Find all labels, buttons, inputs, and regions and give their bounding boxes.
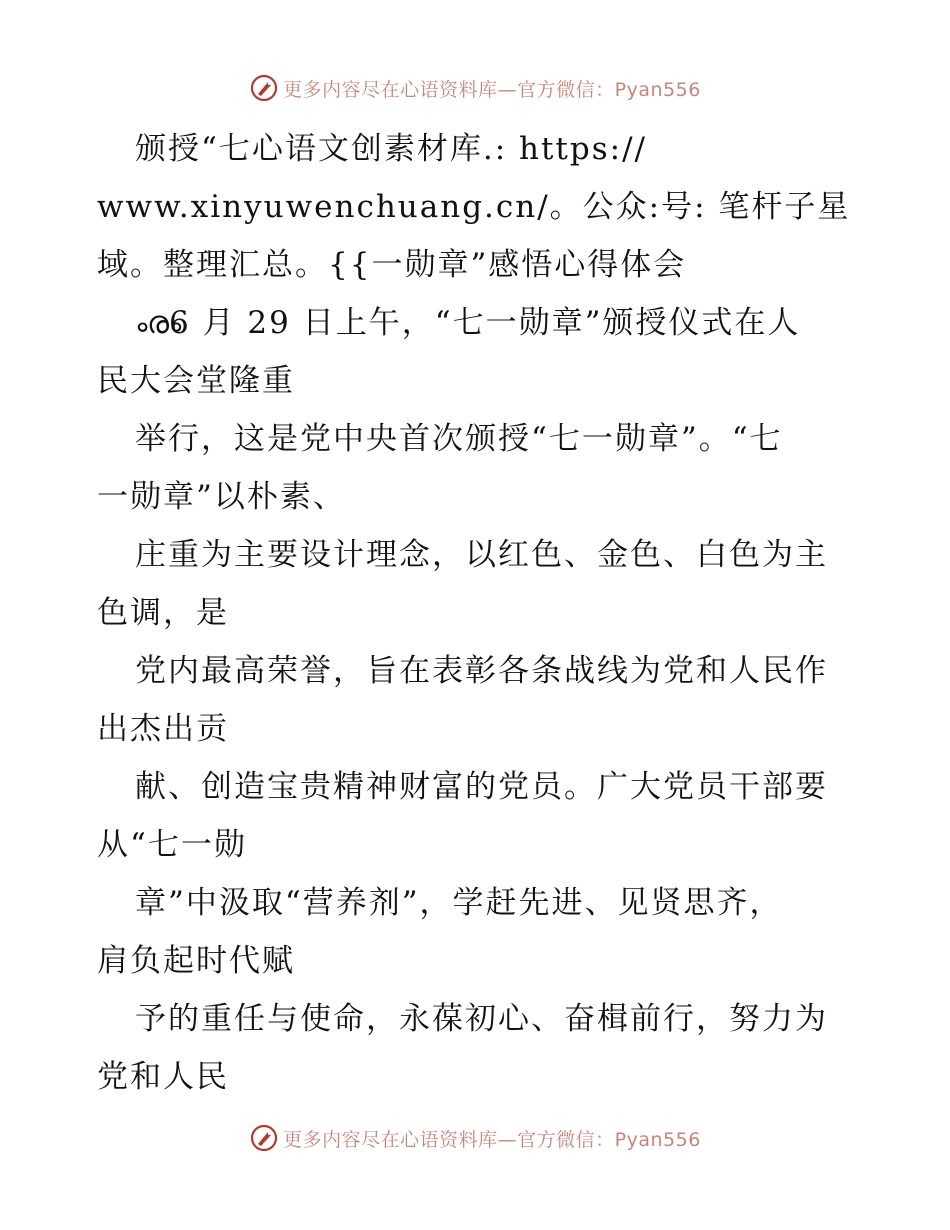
text-line-content: 党和人民 xyxy=(97,1059,229,1095)
text-line xyxy=(97,410,867,468)
footer-banner xyxy=(0,1118,950,1158)
pen-nib-logo-icon xyxy=(249,73,279,103)
document-body xyxy=(97,120,867,1106)
header-banner xyxy=(0,68,950,108)
text-line xyxy=(97,584,867,642)
text-line xyxy=(97,990,867,1048)
text-line-content: 域。整理汇总。{{一勋章”感悟心得体会 xyxy=(97,247,687,283)
text-line xyxy=(97,120,867,178)
text-line-content: 党内最高荣誉，旨在表彰各条战线为党和人民作 xyxy=(135,653,828,689)
text-line xyxy=(97,468,867,526)
text-line xyxy=(97,352,867,410)
text-line xyxy=(97,1048,867,1106)
text-line-content: 一勋章”以朴素、 xyxy=(97,479,346,515)
text-line xyxy=(97,932,867,990)
text-line-content: 出杰出贡 xyxy=(97,711,229,747)
text-line xyxy=(97,642,867,700)
text-line-content: 献、创造宝贵精神财富的党员。广大党员干部要 xyxy=(135,769,828,805)
paragraph-mark-icon: ൟ xyxy=(135,305,184,341)
pen-nib-logo-icon xyxy=(249,1123,279,1153)
text-line xyxy=(97,294,867,352)
text-line xyxy=(97,874,867,932)
text-line xyxy=(97,526,867,584)
text-line-content: 庄重为主要设计理念，以红色、金色、白色为主 xyxy=(135,537,828,573)
text-line-content: 6 月 29 日上午，“七一勋章”颁授仪式在人 xyxy=(169,305,801,341)
text-line xyxy=(97,758,867,816)
text-line xyxy=(97,700,867,758)
text-line-content: 色调，是 xyxy=(97,595,229,631)
text-line-content: 从“七一勋 xyxy=(97,827,247,863)
text-line-content: 肩负起时代赋 xyxy=(97,943,295,979)
text-line-content: www.xinyuwenchuang.cn/。公众:号: 笔杆子星 xyxy=(97,189,851,225)
text-line xyxy=(97,816,867,874)
text-line-content: 民大会堂隆重 xyxy=(97,363,295,399)
text-line-content: 章”中汲取“营养剂”，学赶先进、见贤思齐， xyxy=(135,885,783,921)
text-line xyxy=(97,236,867,294)
text-line xyxy=(97,178,867,236)
text-line-content: 举行，这是党中央首次颁授“七一勋章”。“七 xyxy=(135,421,783,457)
footer-banner-text: 更多内容尽在心语资料库—官方微信：Pyan556 xyxy=(283,1128,701,1151)
header-banner-text: 更多内容尽在心语资料库—官方微信：Pyan556 xyxy=(283,78,701,101)
text-line-content: 颁授“七心语文创素材库.: https:// xyxy=(135,131,647,167)
text-line-content: 予的重任与使命，永葆初心、奋楫前行，努力为 xyxy=(135,1001,828,1037)
